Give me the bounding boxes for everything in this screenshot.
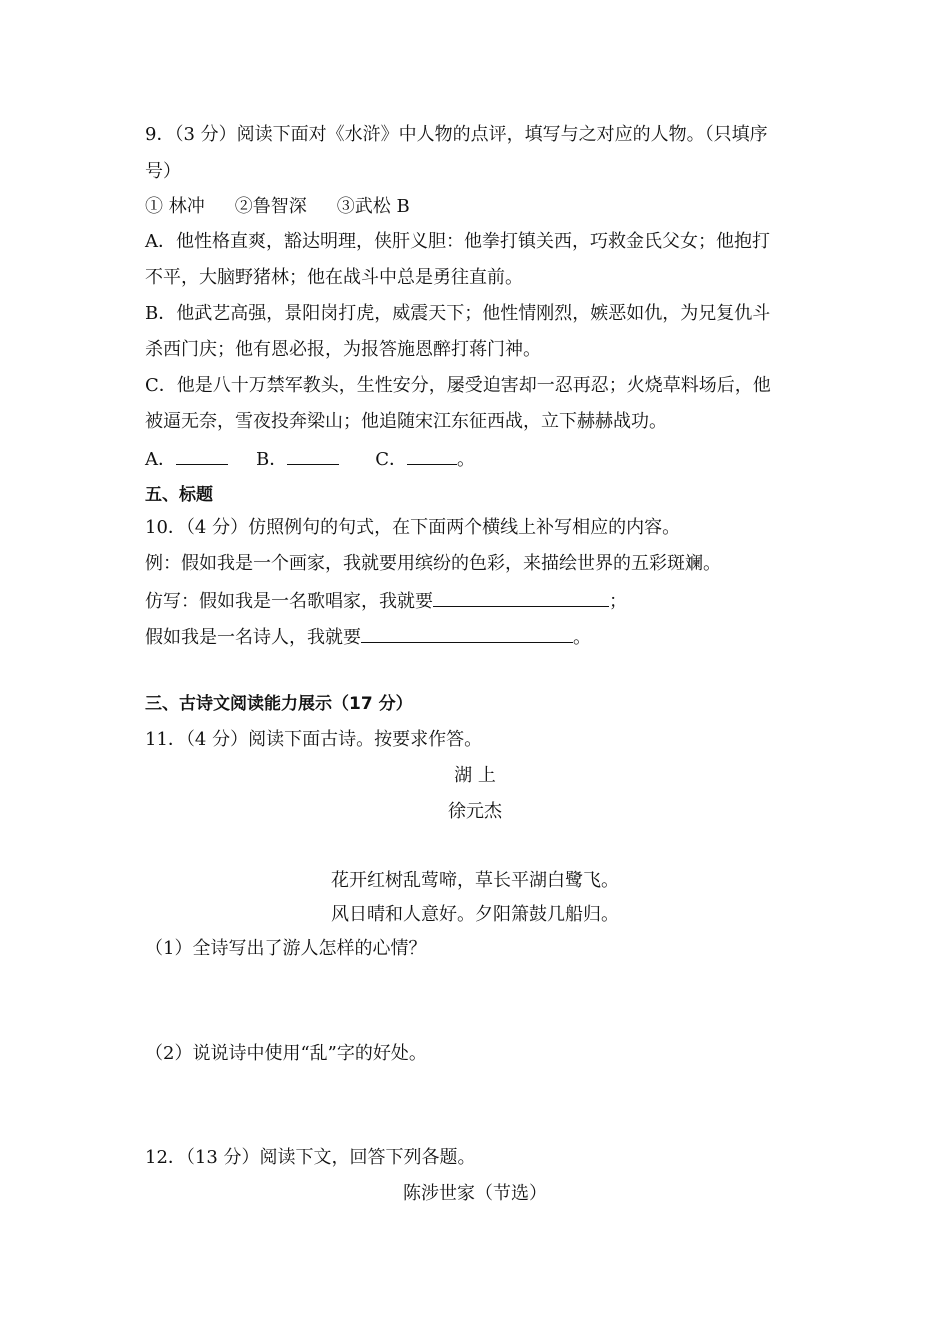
q9-options	[145, 195, 410, 219]
imitation-2-text: 假如我是一名诗人，我就要	[145, 627, 361, 648]
q9-item-b-line2: 杀西门庆；他有恩必报，为报答施恩醉打蒋门神。	[145, 339, 541, 360]
answer-b-label: B．	[256, 449, 288, 470]
poem-author: 徐元杰	[448, 801, 502, 822]
q9-stem-line2: 号）	[145, 161, 181, 182]
q10-example: 例：假如我是一个画家，我就要用缤纷的色彩，来描绘世界的五彩斑斓。	[145, 553, 721, 574]
q9-item-a-line2: 不平，大脑野猪林；他在战斗中总是勇往直前。	[145, 267, 523, 288]
imitation-1-blank[interactable]	[433, 588, 609, 607]
answer-b-blank[interactable]	[287, 446, 339, 465]
q10-imitation-1	[145, 588, 627, 614]
imitation-1-end: ；	[609, 591, 627, 612]
section-heading-5: 五、标题	[145, 485, 213, 505]
q9-stem-line1: 9．（3 分）阅读下面对《水浒》中人物的点评，填写与之对应的人物。（只填序	[145, 124, 768, 145]
q9-answer-line	[145, 446, 475, 472]
q9-item-c-line1: C．他是八十万禁军教头，生性安分，屡受迫害却一忍再忍；火烧草料场后，他	[145, 375, 771, 396]
answer-c-label: C．	[375, 449, 408, 470]
option-3: ③武松 B	[336, 196, 410, 217]
answer-a-blank[interactable]	[176, 446, 228, 465]
imitation-2-end: 。	[573, 627, 591, 648]
q12-stem: 12．（13 分）阅读下文，回答下列各题。	[145, 1147, 476, 1168]
section-heading-3: 三、古诗文阅读能力展示（17 分）	[145, 694, 413, 714]
q10-stem: 10．（4 分）仿照例句的句式，在下面两个横线上补写相应的内容。	[145, 517, 681, 538]
q11-sub-2: （2）说说诗中使用“乱”字的好处。	[145, 1043, 427, 1064]
imitation-2-blank[interactable]	[361, 624, 573, 643]
option-2: ②鲁智深	[234, 196, 307, 217]
poem-line-1: 花开红树乱莺啼，草长平湖白鹭飞。	[331, 870, 619, 891]
q10-imitation-2	[145, 624, 591, 650]
answer-a-label: A．	[145, 449, 176, 470]
q9-item-a-line1: A．他性格直爽，豁达明理，侠肝义胆：他拳打镇关西，巧救金氏父女；他抱打	[145, 231, 770, 252]
answer-c-blank[interactable]	[407, 446, 457, 465]
option-1: ① 林冲	[145, 196, 205, 217]
imitation-1-text: 仿写：假如我是一名歌唱家，我就要	[145, 591, 433, 612]
q11-stem: 11．（4 分）阅读下面古诗。按要求作答。	[145, 729, 483, 750]
text-title: 陈涉世家（节选）	[403, 1183, 547, 1204]
poem-title: 湖 上	[454, 765, 496, 786]
q9-item-b-line1: B．他武艺高强，景阳岗打虎，威震天下；他性情刚烈，嫉恶如仇，为兄复仇斗	[145, 303, 771, 324]
q9-item-c-line2: 被逼无奈，雪夜投奔梁山；他追随宋江东征西战，立下赫赫战功。	[145, 411, 667, 432]
q11-sub-1: （1）全诗写出了游人怎样的心情？	[145, 938, 427, 959]
answer-end-mark: 。	[457, 449, 476, 470]
poem-line-2: 风日晴和人意好。夕阳箫鼓几船归。	[331, 904, 619, 925]
